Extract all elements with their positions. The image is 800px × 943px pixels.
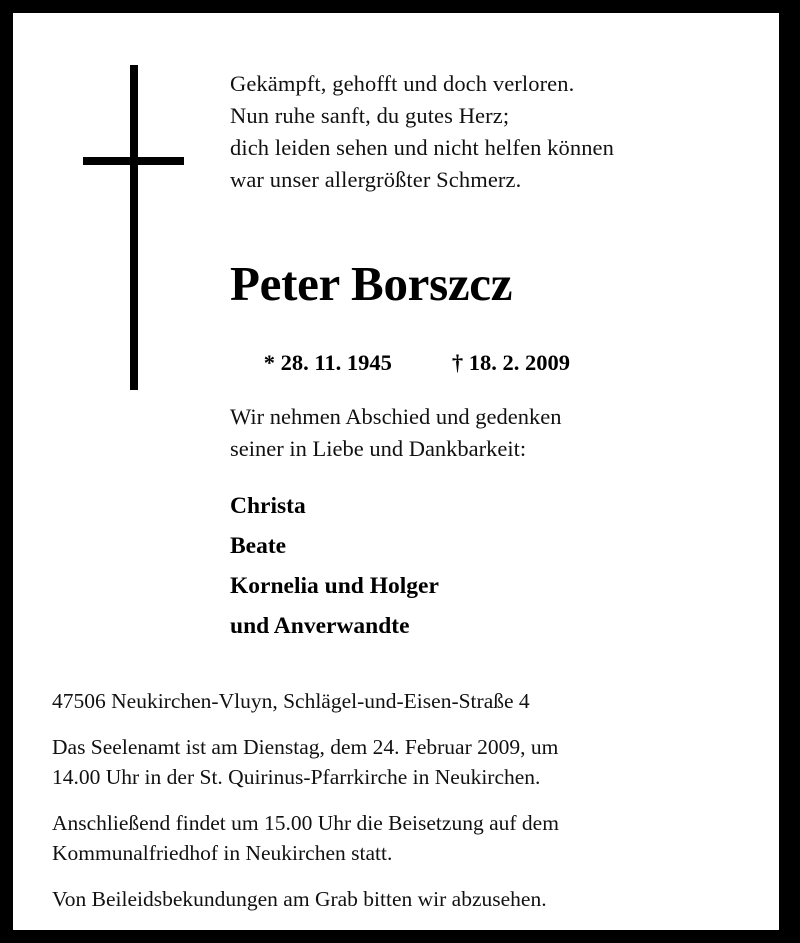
cross-vertical-bar <box>130 65 138 390</box>
mass-line-1: Das Seelenamt ist am Dienstag, dem 24. Februar 2009, um <box>52 735 559 759</box>
obituary-card <box>13 13 779 930</box>
mourner-name-1: Christa <box>230 493 306 519</box>
life-dates <box>230 321 570 405</box>
mass-paragraph <box>52 732 762 792</box>
deceased-name: Peter Borszcz <box>230 256 513 311</box>
burial-line-1: Anschließend findet um 15.00 Uhr die Beisetzung auf dem <box>52 811 559 835</box>
mourners-list <box>230 486 760 646</box>
birth-date: * 28. 11. 1945 <box>263 350 392 375</box>
mourner-name-4: und Anverwandte <box>230 613 410 639</box>
poem-line-3: dich leiden sehen und nicht helfen können <box>230 135 614 160</box>
service-details <box>52 686 762 914</box>
cross-horizontal-bar <box>83 157 184 165</box>
burial-paragraph <box>52 808 762 868</box>
burial-line-2: Kommunalfriedhof in Neukirchen statt. <box>52 841 393 865</box>
mourner-name-2: Beate <box>230 533 287 559</box>
condolence-request-paragraph <box>52 884 762 914</box>
address-paragraph <box>52 686 762 716</box>
condolence-request-line-1: Von Beileidsbekundungen am Grab bitten wir abzusehen. <box>52 887 547 911</box>
memorial-poem <box>230 68 750 196</box>
latin-cross-icon <box>70 65 190 390</box>
poem-line-4: war unser allergrößter Schmerz. <box>230 167 522 192</box>
death-date: † 18. 2. 2009 <box>451 350 571 375</box>
farewell-line-2: seiner in Liebe und Dankbarkeit: <box>230 436 527 461</box>
mourner-name-3: Kornelia und Holger <box>230 573 439 599</box>
farewell-message <box>230 401 760 465</box>
poem-line-1: Gekämpft, gehofft und doch verloren. <box>230 71 575 96</box>
address-line-1: 47506 Neukirchen-Vluyn, Schlägel-und-Eisen-Straße 4 <box>52 689 530 713</box>
mass-line-2: 14.00 Uhr in der St. Quirinus-Pfarrkirche in Neukirchen. <box>52 765 541 789</box>
poem-line-2: Nun ruhe sanft, du gutes Herz; <box>230 103 510 128</box>
farewell-line-1: Wir nehmen Abschied und gedenken <box>230 404 562 429</box>
